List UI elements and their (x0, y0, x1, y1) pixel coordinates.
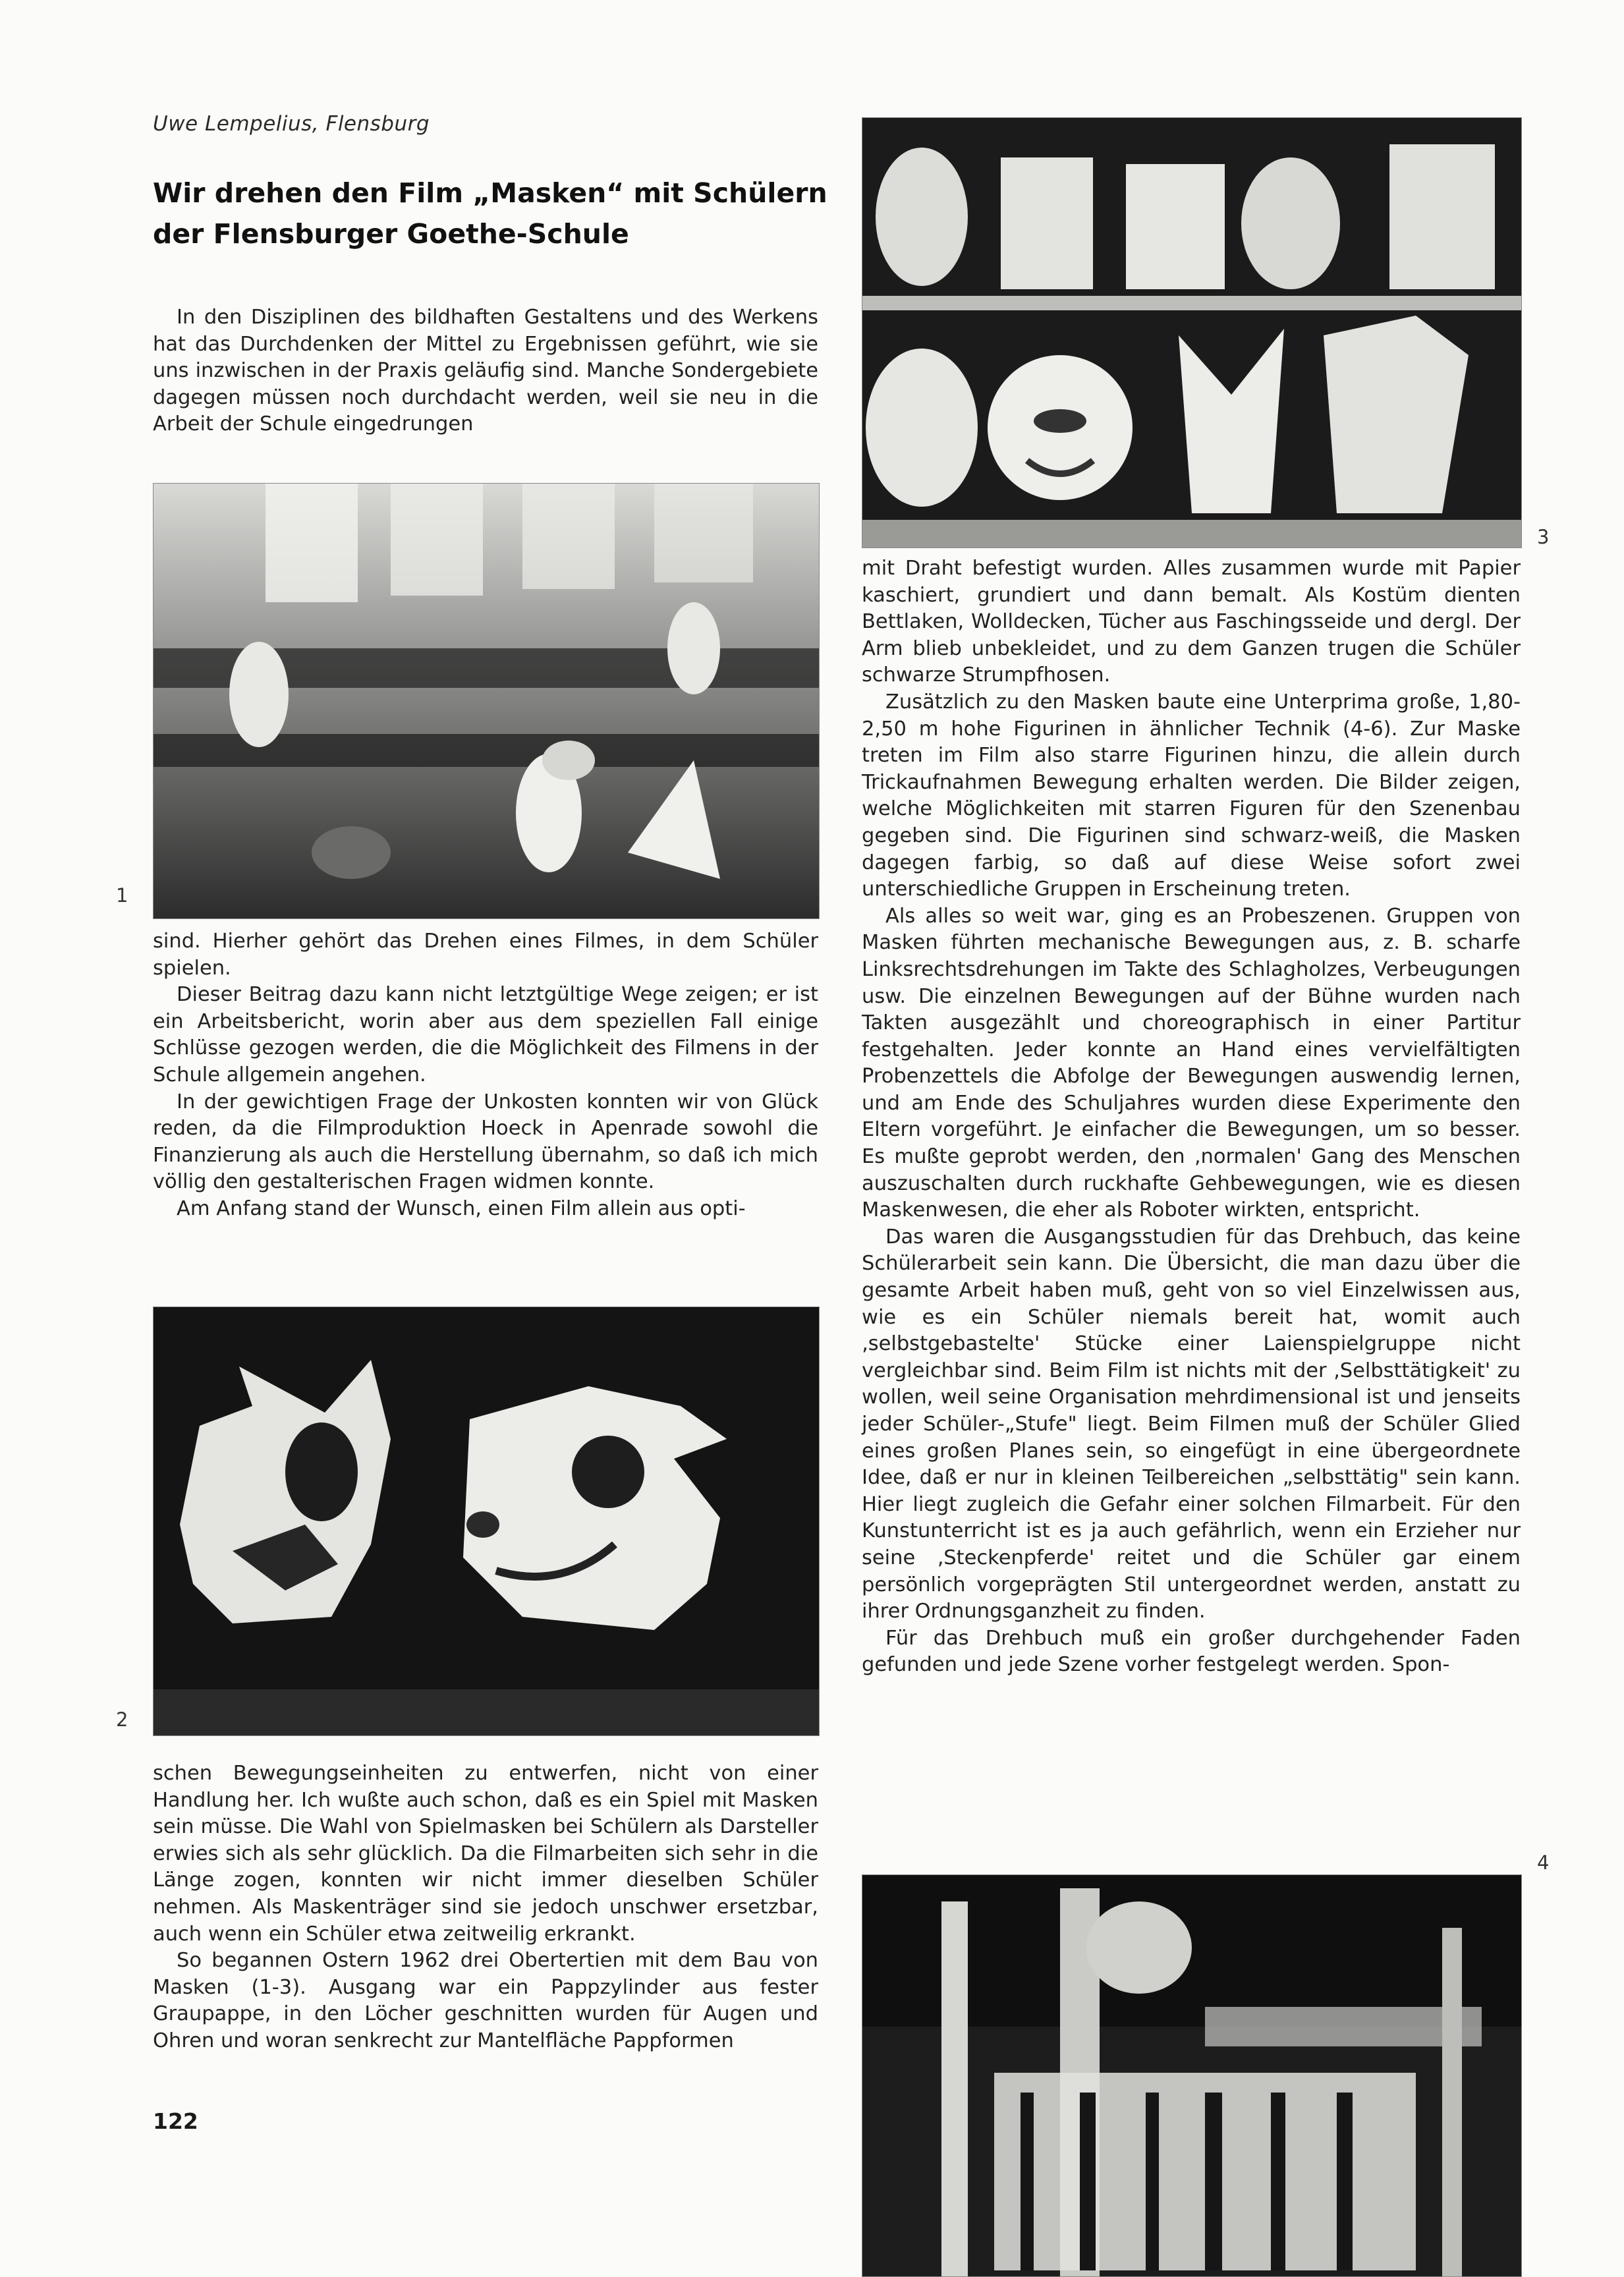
paragraph: sind. Hierher gehört das Drehen eines Filmes, in dem Schüler spielen. (153, 930, 818, 980)
classroom-photo-image (154, 484, 819, 918)
paragraph: Das waren die Ausgangsstudien für das Drehbuch, das keine Schülerarbeit sein kann. Die Übersicht, die man dazu über die gesamte Arbeit haben muß, geht von so viel Einzelwissen aus, wie es ein Schüler niemals bereit hat, womit auch ‚selbstgebastelte' Stücke einer Laienspielgruppe nicht vergleichbar sind. Beim Film ist nichts mit der ‚Selbsttätigkeit' zu wollen, weil seine Organisation mehrdimensional ist und jenseits jeder Schüler-„Stufe" liegt. Beim Filmen muß der Schüler Glied eines großen Planes sein, so eingefügt in eine übergeordnete Idee, daß er nur in kleinen Teilbereichen „selbsttätig" sein kann. Hier liegt zugleich die Gefahr einer solchen Filmarbeit. Für den Kunstunterricht ist es ja auch gefährlich, wenn ein Erzieher nur seine ‚Steckenpferde' reitet und die Schüler gar einem persönlich vorgeprägten Stil untergeordnet werden, anstatt zu ihrer Ordnungsganzheit zu finden. (862, 1225, 1521, 1623)
paragraph: Dieser Beitrag dazu kann nicht letztgültige Wege zeigen; er ist ein Arbeitsbericht, worin aber aus dem speziellen Fall einige Schlüsse gezogen werden, die die Möglichkeit des Filmens in der Schule allgemein angehen. (153, 983, 818, 1086)
paragraph: In der gewichtigen Frage der Unkosten konnten wir von Glück reden, da die Filmproduktion Hoeck in Apenrade sowohl die Finanzierung als auch die Herstellung übernahm, so daß ich mich völlig den gestalterischen Fragen widmen konnte. (153, 1090, 818, 1194)
figurines-image (862, 1875, 1521, 2276)
left-column-bottom (153, 1760, 818, 2055)
photo-figurines (862, 1874, 1522, 2277)
paragraph: So begannen Ostern 1962 drei Obertertien mit dem Bau von Masken (1-3). Ausgang war ein Pappzylinder aus fester Graupappe, in den Löcher geschnitten wurden für Augen und Ohren und woran senkrecht zur Mantelfläche Pappformen (153, 1949, 818, 2052)
paragraph: schen Bewegungseinheiten zu entwerfen, nicht von einer Handlung her. Ich wußte auch schon, daß es ein Spiel mit Masken sein müsse. Die Wahl von Spielmasken bei Schülern als Darsteller erwies sich als sehr glücklich. Da die Filmarbeiten sich sehr in die Länge zogen, konnten wir nicht immer dieselben Schüler nehmen. Als Maskenträger sind sie jedoch unschwer ersetzbar, auch wenn ein Schüler etwa zeitweilig erkrankt. (153, 1762, 818, 1946)
masks-closeup-image (154, 1307, 819, 1735)
article-title: Wir drehen den Film „Masken“ mit Schülern der Flensburger Goethe-Schule (153, 177, 827, 250)
intro-text (153, 304, 818, 438)
figure-number-1: 1 (116, 884, 128, 907)
author-byline: Uwe Lempelius, Flensburg (153, 112, 430, 136)
masks-shelves-image (862, 118, 1521, 548)
paragraph: mit Draht befestigt wurden. Alles zusammen wurde mit Papier kaschiert, grundiert und dann bemalt. Als Kostüm dienten Bettlaken, Wolldecken, Tücher aus Faschingsseide und dergl. Der Arm blieb unbekleidet, und zu dem Ganzen trugen die Schüler schwarze Strumpfhosen. (862, 557, 1521, 687)
figure-number-2: 2 (116, 1708, 128, 1731)
paragraph: Für das Drehbuch muß ein großer durchgehender Faden gefunden und jede Szene vorher festgelegt werden. Spon- (862, 1626, 1521, 1677)
photo-masks-shelves (862, 117, 1522, 548)
figure-number-4: 4 (1537, 1851, 1550, 1874)
paragraph: Am Anfang stand der Wunsch, einen Film allein aus opti- (177, 1196, 746, 1220)
right-column (862, 555, 1521, 1679)
page-number: 122 (153, 2108, 198, 2134)
figure-number-3: 3 (1537, 526, 1550, 548)
paragraph: Zusätzlich zu den Masken baute eine Unterprima große, 1,80-2,50 m hohe Figurinen in ähnlicher Technik (4-6). Zur Maske treten im Film also starre Figurinen hinzu, die allein durch Trickaufnahmen Bewegung erhalten werden. Die Bilder zeigen, welche Möglichkeiten mit starren Figuren für den Szenenbau gegeben sind. Die Figurinen sind schwarz-weiß, die Masken dagegen farbig, so daß auf diese Weise sofort zwei unterschiedliche Gruppen in Erscheinung treten. (862, 690, 1521, 901)
paragraph: Als alles so weit war, ging es an Probeszenen. Gruppen von Masken führten mechanische Bewegungen aus, z. B. scharfe Linksrechtsdrehungen im Takte des Schlagholzes, Verbeugungen usw. Die einzelnen Bewegungen auf der Bühne wurden nach Takten ausgezählt und choreographisch in einer Partitur festgehalten. Jeder konnte an Hand eines vervielfältigten Probenzettels die Abfolge der Bewegungen auswendig lernen, und am Ende des Schuljahres wurden diese Experimente den Eltern vorgeführt. Je einfacher die Bewegungen, um so besser. Es mußte geprobt werden, den ‚normalen' Gang des Menschen auszuschalten durch ruckhafte Gehbewegungen, wie es diesen Maskenwesen, die eher als Roboter wirkten, entspricht. (862, 904, 1521, 1222)
photo-classroom (153, 483, 820, 919)
paragraph: In den Disziplinen des bildhaften Gestaltens und des Werkens hat das Durchdenken der Mittel zu Ergebnissen geführt, wie sie uns inzwischen in der Praxis geläufig sind. Manche Sondergebiete dagegen müssen noch durchdacht werden, weil sie neu in die Arbeit der Schule eingedrungen (153, 306, 818, 436)
photo-masks-closeup (153, 1307, 820, 1736)
left-column-middle (153, 928, 818, 1223)
